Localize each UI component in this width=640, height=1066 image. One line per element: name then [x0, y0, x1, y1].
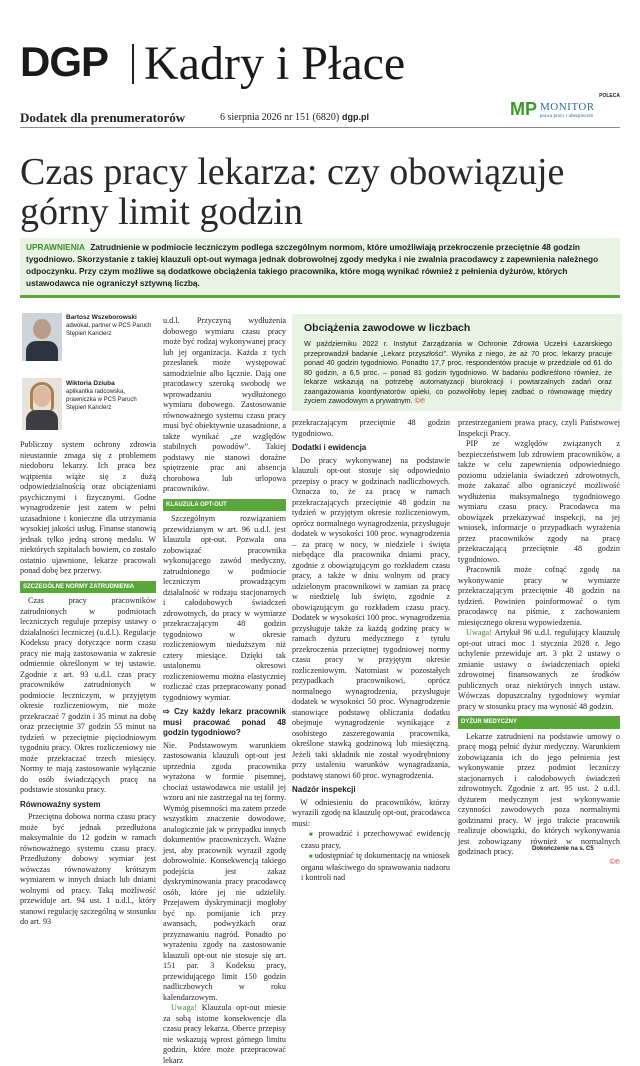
header-rule — [20, 127, 620, 128]
section-klauzula-opt-out: KLAUZULA OPT-OUT — [163, 499, 286, 512]
author-1-name: Bartosz Wszeborowski — [66, 314, 137, 321]
masthead-title: Kadry i Płace — [144, 37, 406, 90]
col1-p1: Czas pracy pracowników zatrudnionych w podmiotach leczniczych reguluje przepisy ustawy o działalności leczniczej (u.d.l.). Regulacje Kodeksu pracy dotyczące norm czasu pracy nie mają zastosowania w zakresie odmiennie określonym w tej ustawie. Zgodnie z art. 93 u.d.l. czas pracy pracowników zatrudnionych w podmiocie leczniczym, w przyjętym okresie rozliczeniowym, nie może przekraczać 7 godzin i 35 minut na dobę oraz przeciętnie 37 godzin 55 minut na tydzień w przeciętnie pięciodniowym tygodniu pracy. Okres rozliczeniowy nie może przekraczać trzech miesięcy. Normy te mają zastosowanie wyłącznie do osób świadczących pracę na podstawie stosunku pracy. — [20, 596, 156, 794]
col2-uwaga: Uwaga! — [171, 1003, 197, 1012]
col3-bullet-2: ■ udostępniać tę dokumentację na wniosek organu właściwego do sprawowania nadzoru i kontroli nad — [292, 851, 450, 884]
info-box-text: W październiku 2022 r. Instytut Zarządzania w Ochronie Zdrowia Uczelni Łazarskiego przeprowadził badanie „Lekarz przyszłości”. Wynika z niego, że aż 70 proc. lekarzy pracuje ponad 40 godzin tygodniowo. Ponadto 17,7 proc. respondentów pracuje w przedziale od 61 do 80 godzin, a 6,5 proc. – ponad 81 godzin tygodniowo. W badaniu podkreślono również, że lekarze wskazują na potrzebę automatyzacji biurokracji i powtarzalnych zadań oraz zaangażowania koordynatorów opieki, co pozwoliłoby lepiej zadbać o równowagę między życiem zawodowym a prywatnym. ©℗ — [304, 339, 612, 405]
col4-uwaga: Uwaga! — [466, 628, 492, 637]
info-box — [292, 314, 622, 411]
info-box-title: Obciążenia zawodowe w liczbach — [304, 322, 471, 334]
section-dyzur-medyczny: DYŻUR MEDYCZNY — [458, 716, 620, 729]
author-1-role: adwokat, partner w PCS Paruch Stępień Kanclerz — [66, 323, 152, 337]
col3-p1: Do pracy wykonywanej na podstawie klauzuli opt-out stosuje się odpowiednio przepisy o pracy w godzinach nadliczbowych. Oznacza to, że za pracę w ramach przekraczających przeciętnie 48 godzin na tydzień w przyjętym okresie rozliczeniowym, oprócz normalnego wynagrodzenia, przysługuje dodatek w wysokości 100 proc. wynagrodzenia – za pracę w nocy, w niedziele i święta niebędące dla pracownika dniami pracy, zgodnie z obowiązującym go rozkładem czasu pracy, a także w dniu wolnym od pracy udzielonym pracownikowi w zamian za pracę w niedzielę lub święto, zgodnie z obowiązującym go rozkładem czasu pracy. Dodatek w wysokości 100 proc. wynagrodzenia przysługuje także za każdą godzinę pracy w ramach dyżuru medycznego z tytułu przekroczenia przeciętnej tygodniowej normy czasu pracy w przyjętym okresie rozliczeniowym. Natomiast w pozostałych przypadkach pracownikowi, oprócz normalnego wynagrodzenia, przysługuje dodatek w wysokości 50 proc. Wynagrodzenie stanowiące podstawę obliczania dodatku obejmuje wynagrodzenie wynikające z osobistego zaszeregowania pracownika, określone stawką godzinową lub miesięczną. Jeżeli taki składnik nie został wyodrębniony przy ustaleniu warunków wynagradzania, podstawę stanowi 60 proc. wynagrodzenia. — [292, 455, 450, 780]
monitor-tagline: prawa pracy i ubezpieczeń — [540, 114, 594, 119]
info-box-mark: ©℗ — [414, 398, 425, 405]
author-1-suit-icon — [26, 341, 58, 361]
monitor-mp-icon: MP — [510, 99, 537, 119]
site-url[interactable]: dgp.pl — [342, 112, 369, 122]
col1-p2: Przeciętna dobowa norma czasu pracy może być jednak przedłużona maksymalnie do 12 godzin w ramach równoważnego systemu czasu pracy. Przedłużony dobowy wymiar jest wówczas równoważony krótszym wymiarem w innych dniach lub dniami wolnymi od pracy. Taką możliwość przewiduje art. 94 ust. 1 u.d.l., który stanowi regulację szczególną w stosunku do art. 93 — [20, 812, 156, 926]
col4-p4-wrap — [458, 628, 620, 712]
col2-p1: u.d.l. Przyczyną wydłużenia dobowego wymiaru czasu pracy może być rodzaj wykonywanej pracy lub jej organizacja. Każda z tych przesłanek może występować samodzielnie albo łącznie. Dają one pracodawcy szeroką swobodę we wprowadzaniu wydłużonego wymiaru dobowego. Zastosowanie równoważnego systemu czasu pracy musi być obiektywnie uzasadnione, a także wynikać „ze względów stabilnych powodów”. Takiej podstawy nie stanowi doraźne spiętrzenie prac ani absencja chorobowa lub urlopowa pracowników. — [163, 316, 286, 493]
continued-note[interactable]: Dokończenie na s. C5 — [532, 846, 594, 852]
issue-date: 6 sierpnia 2026 nr 151 (6820) — [220, 112, 340, 123]
subline — [20, 110, 620, 126]
col4-p3: Pracownik może cofnąć zgodę na wykonywanie pracy w wymiarze przekraczającym przeciętnie 48 godzin na tydzień. Powinien poinformować o tym pracodawcę na piśmie, z zachowaniem miesięcznego okresu wypowiedzenia. — [458, 565, 620, 627]
col1-heading: Równoważny system — [20, 799, 101, 809]
col2-question: ⇨ Czy każdy lekarz pracownik musi pracować ponad 48 godzin tygodniowo? — [163, 707, 286, 737]
author-1-head-icon — [33, 319, 51, 339]
col4-mark: ©℗ — [609, 858, 620, 866]
col3-bullet-1: ■ prowadzić i przechowywać ewidencję czasu pracy, — [292, 829, 450, 851]
col1-intro: Publiczny system ochrony zdrowia nieustannie zmaga się z problemem niedoboru lekarzy. Ich praca bez wątpienia wiąże się z dużą odpowiedzialnością oraz obciążeniami psychicznymi i fizycznymi. Godne wynagrodzenie jest zatem w pełni uzasadnione i konieczne dla utrzymania wysokiej jakości usług. Finanse stanowią jednak tylko jedną stronę medalu. W niektórych szpitalach bowiem, co zostało ostatnio ujawnione, lekarze pracowali ponad dobę bez przerwy. — [20, 440, 156, 575]
masthead-divider — [132, 44, 134, 84]
author-photo-1 — [22, 313, 62, 361]
col2-p2: Szczególnym rozwiązaniem przewidzianym w art. 96 u.d.l. jest klauzula opt-out. Pozwala ona zobowiązać pracownika wykonującego zawód medyczny, zatrudnionego w podmiocie leczniczym prowadzącym działalność w rodzaju stacjonarnych i całodobowych świadczeń zdrowotnych, do pracy w wymiarze przekraczającym 48 godzin tygodniowo w okresie rozliczeniowym nieduższym niż cztery miesiące. Dzięki tak ustalonemu okresowi rozliczeniowemu można elastyczniej rozliczać czas przepracowany ponad tygodniowy wymiar. — [163, 514, 286, 702]
section-szczegolne-normy: SZCZEGÓLNE NORMY ZATRUDNIENIA — [20, 581, 156, 594]
column-1 — [20, 440, 156, 926]
col4-p2: PIP ze względów związanych z bezpieczeństwem lub zdrowiem pracowników, a także w celu zapewnienia odpowiedniego poziomu udzielania świadczeń zdrowotnych, może zakazać albo ograniczyć możliwość wydłużenia maksymalnego tygodniowego wymiaru czasu pracy. Pracodawca ma obowiązek przekazywać inspekcji, na jej wniosek, informacje o przypadkach wyrażenia przez pracowników zgody na pracę przekraczającą przeciętnie 48 godzin tygodniowo. — [458, 439, 620, 564]
author-photo-2 — [22, 378, 62, 430]
author-2-role: aplikantka radcowska, prawniczka w PCS Paruch Stępień Kanclerz — [66, 389, 137, 411]
masthead — [20, 38, 620, 98]
lead-tag: UPRAWNIENIA — [26, 242, 86, 252]
dgp-logo[interactable]: DGP — [20, 38, 109, 85]
col4-p4: Artykuł 96 u.d.l. regulujący klauzulę opt-out utraci moc 1 stycznia 2028 r. Jego uchylenie przewiduje art. 3 pkt 2 ustawy o zmianie ustawy o świadczeniach opieki zdrowotnej finansowanych ze środków publicznych oraz niektórych innych ustaw. Wówczas dopuszczalny tygodniowy wymiar pracy w stosunku pracy ma wynosić 48 godzin. — [458, 628, 620, 711]
author-2-hair-icon — [30, 382, 54, 412]
col3-p2: W odniesieniu do pracowników, którzy wyrazili zgodę na klauzulę opt-out, pracodawca musi: — [292, 797, 450, 828]
col2-p3: Nie. Podstawowym warunkiem zastosowania klauzuli opt-out jest uprzednia zgoda pracownika wyrażona w formie pisemnej, chociaż ustawodawca nie ustalił jej wzoru ani nie zastrzegał na tej formy. Wymóg pisemności ma zatem przede wszystkim znaczenie dowodowe, analogicznie jak w przypadku innych dokumentów pracowniczych. Ważne jest, aby pracownik wyraził zgodę dobrowolnie. Konsekwencją takiego podejścia jest zakaz dyskryminowania pracy pracodawcę osób, które jej nie udzieliły. Przejawem dyskryminacji mogłoby być np. pomijanie ich przy awansach, podwyżkach oraz przyznawaniu nagród. Ponadto po wyrażeniu zgody na zastosowanie klauzuli opt-out nie stosuje się art. 151 par. 3 Kodeksu pracy, przewidującego limit 150 godzin nadliczbowych w roku kalendarzowym. — [163, 740, 286, 1002]
col3-heading: Dodatki i ewidencja — [292, 443, 367, 452]
lead-text: Zatrudnienie w podmiocie leczniczym podlega szczególnym normom, które umożliwiają przekroczenie przeciętnie 48 godzin tygodniowo. Skorzystanie z takiej klauzuli opt-out wymaga jednak dobrowolnej zgody medyka i nie zwalnia pracodawcy z zapewnienia należnego odpoczynku. Przy czym możliwe są dodatkowe obciążenia takiego pracownika, które mogą wynikać również z pełnienia dyżurów, których ustawodawca nie ograniczył sztywną liczbą. — [26, 242, 599, 288]
column-2 — [163, 316, 287, 1065]
col4-p1: przestrzeganiem prawa pracy, czyli Państwowej Inspekcji Pracy. — [458, 418, 620, 438]
author-2-name: Wiktoria Dziuba — [66, 380, 115, 387]
column-3 — [292, 418, 451, 882]
headline: Czas pracy lekarza: czy obowiązuje górny limit godzin — [20, 151, 565, 233]
col2-p4-wrap — [163, 1003, 286, 1066]
col2-p4: Klauzula opt-out miesie za sobą istotne konsekwencje dla czasu pracy lekarza. Oberce przepisy nie wskazują wprost górnego limitu godzin, które może przepracować lekarz — [163, 1003, 287, 1065]
lead-box — [20, 238, 620, 298]
author-2 — [66, 380, 156, 412]
author-1 — [66, 314, 156, 338]
monitor-name: MONITOR — [540, 101, 595, 113]
author-2-jacket-icon — [26, 410, 58, 430]
monitor-poleca: POLECA — [599, 93, 620, 99]
col3-heading-2: Nadzór inspekcji — [292, 785, 356, 794]
col4-p5: Lekarze zatrudnieni na podstawie umowy o pracę mogą pełnić dyżur medyczny. Warunkiem zobowiązania ich do jego pełnienia jest wykonywanie przez podmiot leczniczy stacjonarnych i całodobowych świadczeń zdrowotnych. Zgodnie z art. 95 ust. 2 u.d.l. dyżurem medycznym jest wykonywanie czynności zawodowych poza normalnymi godzinami pracy. W jego trakcie pracownik realizuje obowiązki, do których wykonywania jest zobowiązany również w normalnych godzinach pracy. — [458, 731, 620, 856]
col3-p0: przekraczającym przeciętnie 48 godzin tygodniowo. — [292, 418, 450, 438]
supplement-label: Dodatek dla prenumeratorów — [20, 110, 186, 125]
